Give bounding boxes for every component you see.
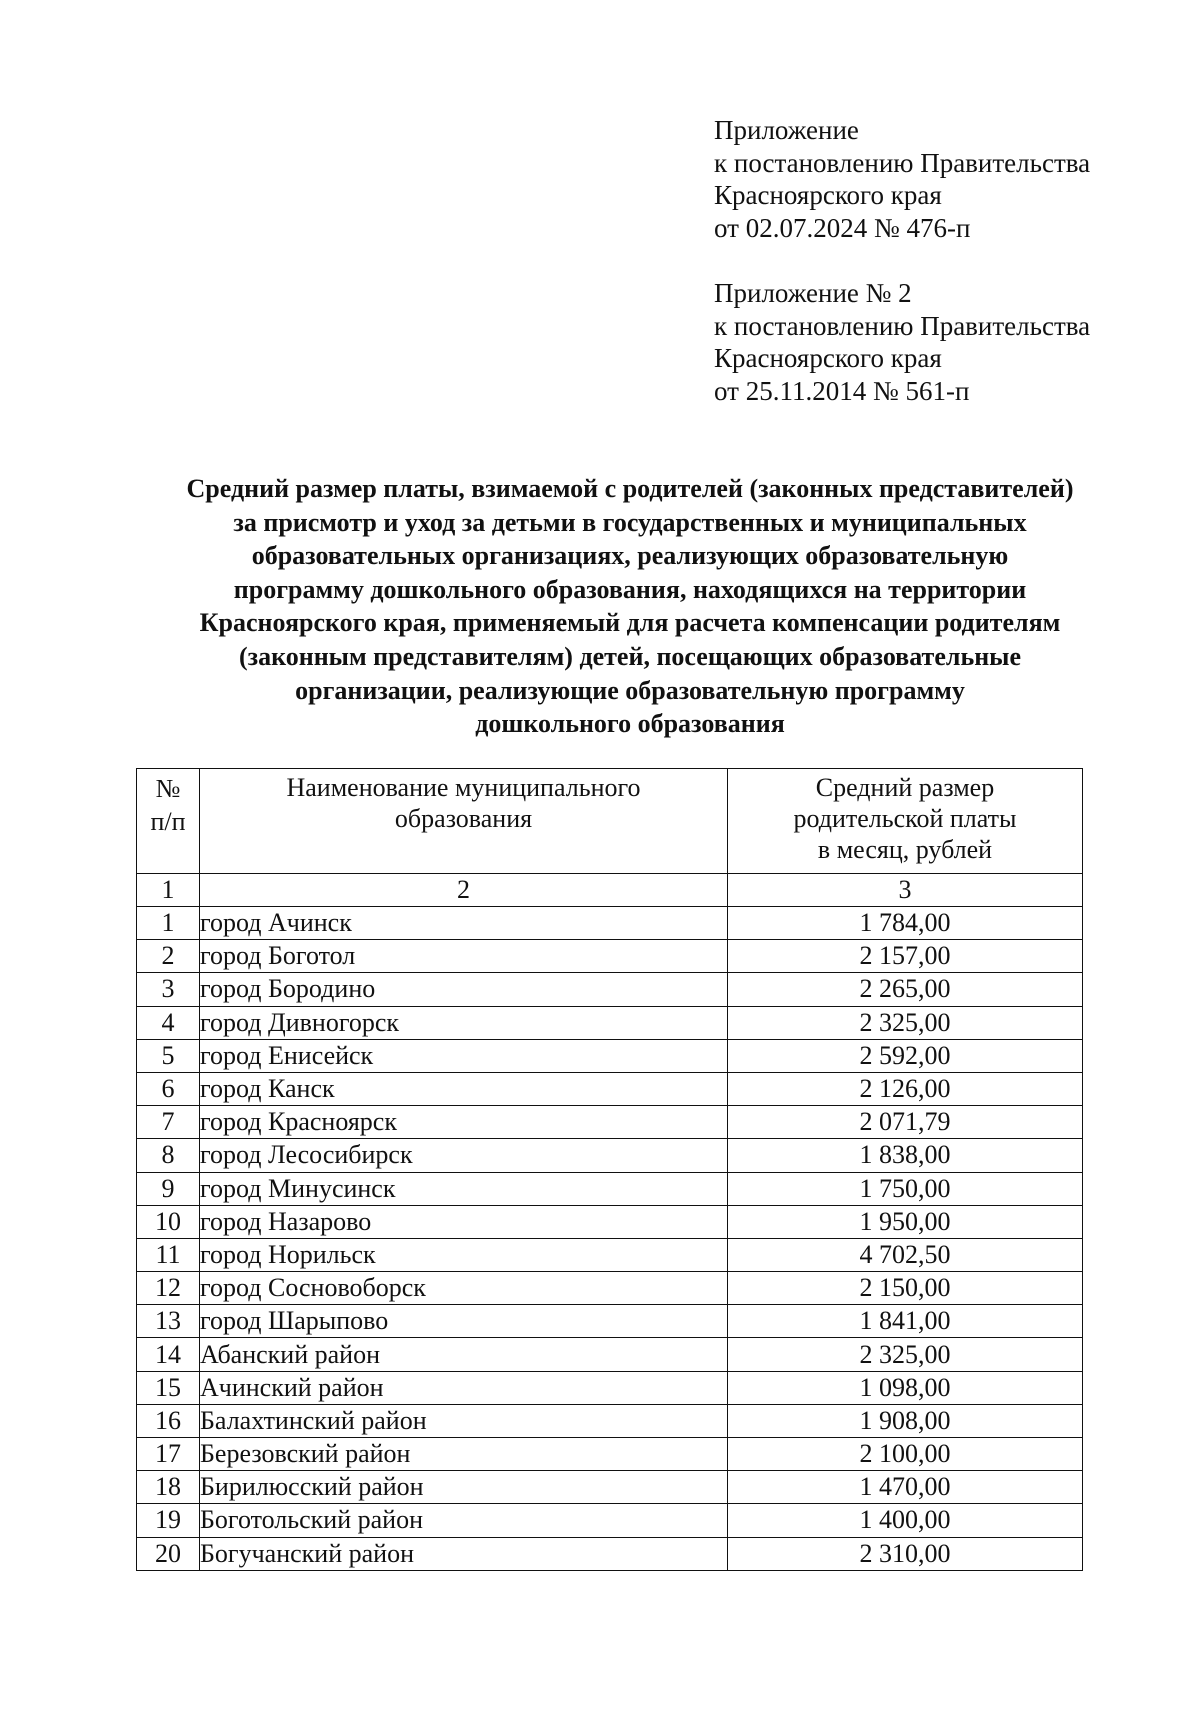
title-line: Красноярского края, применяемый для расчета компенсации родителям [199, 608, 1061, 638]
table-row [137, 1072, 1083, 1105]
average-fee-value: 1 908,00 [728, 1404, 1083, 1437]
average-fee-value: 2 126,00 [728, 1072, 1083, 1105]
header-number-sign: № [155, 774, 181, 803]
header-fee-line2: родительской платы [793, 804, 1017, 833]
municipality-name: Бирилюсский район [200, 1471, 728, 1504]
municipality-name: город Дивногорск [200, 1006, 728, 1039]
appendix-original-reference [714, 277, 1174, 407]
header-number [137, 769, 200, 874]
municipality-name: город Назарово [200, 1205, 728, 1238]
average-fee-value: 2 592,00 [728, 1039, 1083, 1072]
header-fee-line1: Средний размер [815, 773, 995, 802]
column-number: 3 [728, 874, 1083, 907]
average-fee-value: 2 325,00 [728, 1338, 1083, 1371]
row-number: 3 [137, 973, 200, 1006]
title-line: Средний размер платы, взимаемой с родителей (законных представителей) [186, 474, 1074, 503]
row-number: 1 [137, 907, 200, 940]
municipality-name: Богучанский район [200, 1537, 728, 1570]
average-fee-value: 2 157,00 [728, 940, 1083, 973]
appendix-region-line: Красноярского края [714, 343, 942, 373]
header-municipality [200, 769, 728, 874]
row-number: 4 [137, 1006, 200, 1039]
average-fee-value: 4 702,50 [728, 1238, 1083, 1271]
appendix-label: Приложение № 2 [714, 278, 912, 308]
table-row [137, 1305, 1083, 1338]
title-line: образовательных организациях, реализующих образовательную [251, 541, 1009, 571]
municipality-name: Балахтинский район [200, 1404, 728, 1437]
municipality-name: город Енисейск [200, 1039, 728, 1072]
average-fee-value: 2 071,79 [728, 1106, 1083, 1139]
table-header-row [137, 769, 1083, 874]
table-row [137, 1039, 1083, 1072]
municipality-name: город Лесосибирск [200, 1139, 728, 1172]
table-row [137, 1172, 1083, 1205]
table-row [137, 940, 1083, 973]
table-row [137, 973, 1083, 1006]
row-number: 13 [137, 1305, 200, 1338]
header-average-fee [728, 769, 1083, 874]
average-fee-value: 2 100,00 [728, 1438, 1083, 1471]
row-number: 14 [137, 1338, 200, 1371]
table-row [137, 1537, 1083, 1570]
municipality-name: город Красноярск [200, 1106, 728, 1139]
average-fee-value: 1 098,00 [728, 1371, 1083, 1404]
average-fee-value: 1 750,00 [728, 1172, 1083, 1205]
row-number: 10 [137, 1205, 200, 1238]
column-number: 1 [137, 874, 200, 907]
row-number: 17 [137, 1438, 200, 1471]
title-line: организации, реализующие образовательную программу [295, 675, 965, 705]
table-row [137, 1205, 1083, 1238]
table-row [137, 1139, 1083, 1172]
average-fee-value: 2 310,00 [728, 1537, 1083, 1570]
average-fee-value: 2 265,00 [728, 973, 1083, 1006]
municipality-name: город Сосновоборск [200, 1272, 728, 1305]
row-number: 9 [137, 1172, 200, 1205]
table-row [137, 1404, 1083, 1437]
row-number: 19 [137, 1504, 200, 1537]
row-number: 11 [137, 1238, 200, 1271]
municipality-name: Боготольский район [200, 1504, 728, 1537]
header-number-abbr: п/п [150, 807, 186, 836]
municipality-name: город Ачинск [200, 907, 728, 940]
appendix-decree-line: к постановлению Правительства [714, 147, 1091, 178]
title-line: (законным представителям) детей, посещающих образовательные [238, 641, 1022, 671]
table-row [137, 907, 1083, 940]
row-number: 15 [137, 1371, 200, 1404]
table-row [137, 1006, 1083, 1039]
table-row [137, 1272, 1083, 1305]
title-line: дошкольного образования [475, 709, 785, 739]
column-number: 2 [200, 874, 728, 907]
table-row [137, 1471, 1083, 1504]
average-fee-value: 1 838,00 [728, 1139, 1083, 1172]
title-line: программу дошкольного образования, находящихся на территории [233, 574, 1027, 604]
row-number: 2 [137, 940, 200, 973]
municipality-name: город Канск [200, 1072, 728, 1105]
municipality-name: город Боготол [200, 940, 728, 973]
header-fee-line3: в месяц, рублей [817, 835, 993, 864]
row-number: 6 [137, 1072, 200, 1105]
table-row [137, 1106, 1083, 1139]
municipality-name: город Норильск [200, 1238, 728, 1271]
municipality-name: город Бородино [200, 973, 728, 1006]
title-line: за присмотр и уход за детьми в государственных и муниципальных [233, 507, 1027, 537]
appendix-date-line: от 25.11.2014 № 561-п [714, 375, 970, 406]
table-row [137, 1438, 1083, 1471]
table-row [137, 1238, 1083, 1271]
municipality-name: город Минусинск [200, 1172, 728, 1205]
header-municipality-line1: Наименование муниципального [286, 773, 641, 802]
municipality-name: Абанский район [200, 1338, 728, 1371]
table-row [137, 1504, 1083, 1537]
table-row [137, 1371, 1083, 1404]
document-title [100, 472, 1160, 741]
municipality-name: город Шарыпово [200, 1305, 728, 1338]
average-fee-value: 1 400,00 [728, 1504, 1083, 1537]
row-number: 20 [137, 1537, 200, 1570]
table-row [137, 1338, 1083, 1371]
row-number: 12 [137, 1272, 200, 1305]
appendix-current-reference [714, 114, 1174, 244]
row-number: 8 [137, 1139, 200, 1172]
appendix-label: Приложение [714, 115, 859, 145]
municipality-name: Ачинский район [200, 1371, 728, 1404]
row-number: 7 [137, 1106, 200, 1139]
average-fee-value: 2 150,00 [728, 1272, 1083, 1305]
appendix-date-line: от 02.07.2024 № 476-п [714, 212, 971, 243]
appendix-decree-line: к постановлению Правительства [714, 310, 1091, 341]
average-fee-value: 1 950,00 [728, 1205, 1083, 1238]
appendix-region-line: Красноярского края [714, 180, 942, 210]
parental-fee-table [136, 768, 1083, 1571]
average-fee-value: 2 325,00 [728, 1006, 1083, 1039]
row-number: 16 [137, 1404, 200, 1437]
row-number: 5 [137, 1039, 200, 1072]
header-municipality-line2: образования [394, 804, 533, 833]
municipality-name: Березовский район [200, 1438, 728, 1471]
row-number: 18 [137, 1471, 200, 1504]
average-fee-value: 1 784,00 [728, 907, 1083, 940]
column-number-row [137, 874, 1083, 907]
average-fee-value: 1 470,00 [728, 1471, 1083, 1504]
average-fee-value: 1 841,00 [728, 1305, 1083, 1338]
